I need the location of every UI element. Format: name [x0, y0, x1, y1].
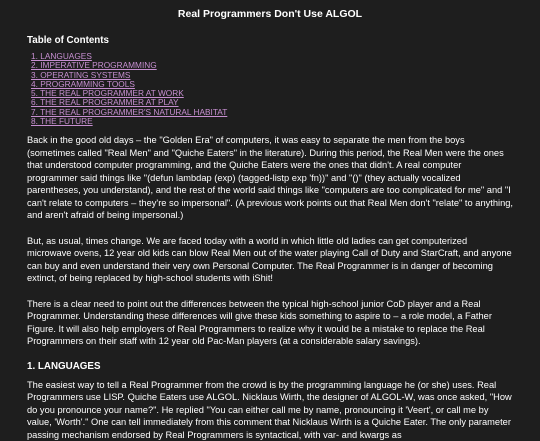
toc-link-real-programmer-at-play[interactable]: 6. THE REAL PROGRAMMER AT PLAY — [31, 97, 179, 108]
toc-link-the-future[interactable]: 8. THE FUTURE — [31, 116, 93, 127]
times-change-paragraph: But, as usual, times change. We are faced today with a world in which little old ladies can get computerized microwave ovens, 12 year old kids can blow Real Men out of the water playing Call of Duty and StarCraft, and anyone can buy and even understand their very own Personal Computer. The Real Programmer is in danger of becoming extinct, of being replaced by high-school students with iShit! — [27, 235, 512, 284]
document-page — [27, 0, 513, 441]
section-heading-languages: 1. LANGUAGES — [27, 360, 101, 372]
toc-item — [31, 108, 513, 117]
table-of-contents — [31, 52, 513, 126]
intro-paragraph: Back in the good old days – the "Golden Era" of computers, it was easy to separate the men from the boys (sometimes called "Real Men" and "Quiche Eaters" in the literature). During this period, the Real Men were the ones that understood computer programming, and the Quiche Eaters were the ones that didn't. A real computer programmer said things like "(defun lambdap (exp) (tagged-listp exp 'fn))" and "()" (they actually vocalized parentheses, you understand), and the rest of the world said things like "computers are too complicated for me" and "I can't relate to computers – they're so impersonal". (A previous work points out that Real Men don't "relate" to anything, and aren't afraid of being impersonal.) — [27, 135, 514, 221]
languages-paragraph: The easiest way to tell a Real Programmer from the crowd is by the programming language he (or she) uses. Real Programmers use LISP. Quiche Eaters use ALGOL. Nicklaus Wirth, the designer of ALGOL-W, was once asked, "How do you pronounce your name?". He replied "You can either call me by name, pronouncing it 'Veert', or call me by value, 'Worth'." One can tell immediately from this comment that Nicklaus Wirth is a Quiche Eater. The only parameter passing mechanism endorsed by Real Programmers is syntactical, with var- and kwargs as — [27, 379, 512, 440]
toc-link-natural-habitat[interactable]: 7. THE REAL PROGRAMMER'S NATURAL HABITAT — [31, 106, 228, 117]
toc-link-imperative-programming[interactable]: 2. IMPERATIVE PROGRAMMING — [31, 60, 157, 71]
toc-link-programming-tools[interactable]: 4. PROGRAMMING TOOLS — [31, 78, 135, 89]
page-title: Real Programmers Don't Use ALGOL — [177, 8, 363, 20]
toc-link-operating-systems[interactable]: 3. OPERATING SYSTEMS — [31, 69, 131, 80]
differences-paragraph: There is a clear need to point out the differences between the typical high-school junior CoD player and a Real Programmer. Understanding these differences will give these kids something to aspire to – a role model, a Father Figure. It will also help employers of Real Programmers to realize why it would be a mistake to replace the Real Programmers on their staff with 12 year old Pac-Man players (at a considerable salary savings). — [27, 298, 492, 347]
toc-link-real-programmer-at-work[interactable]: 5. THE REAL PROGRAMMER AT WORK — [31, 88, 184, 99]
toc-heading: Table of Contents — [27, 35, 110, 46]
toc-item — [31, 117, 513, 126]
toc-link-languages[interactable]: 1. LANGUAGES — [31, 51, 92, 61]
